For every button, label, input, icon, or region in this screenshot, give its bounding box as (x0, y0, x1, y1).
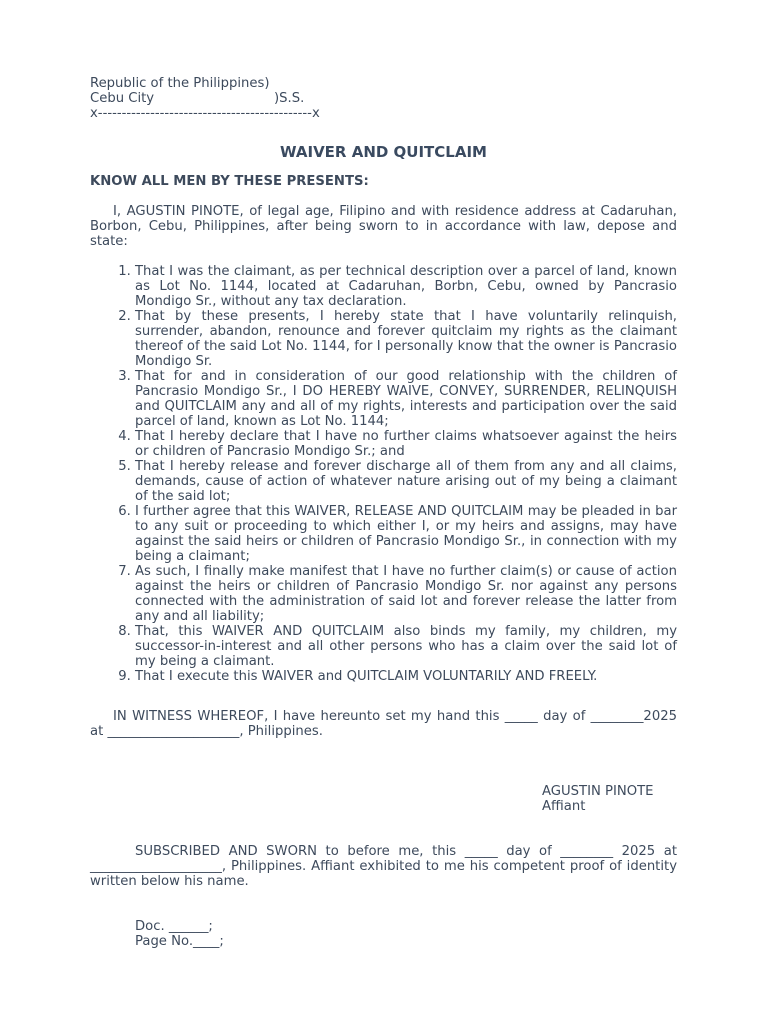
venue-ss: )S.S. (274, 91, 305, 106)
clause-item: 9. That I execute this WAIVER and QUITCLAIM VOLUNTARILY AND FREELY. (135, 669, 677, 684)
signature-block (542, 784, 677, 814)
clause-list (90, 264, 677, 684)
document-page (90, 76, 677, 949)
venue-block (90, 76, 677, 121)
affiant-role: Affiant (542, 799, 586, 814)
venue-line-city (90, 91, 677, 106)
intro-paragraph: I, AGUSTIN PINOTE, of legal age, Filipino and with residence address at Cadaruhan, Borbon, Cebu, Philippines, after being sworn to in accordance with law, depose and state: (90, 204, 677, 249)
document-reference (135, 919, 677, 949)
witness-paragraph: IN WITNESS WHEREOF, I have hereunto set my hand this _____ day of ________2025 at ____________________, Philippines. (90, 709, 677, 739)
doc-number: Doc. ______; (135, 919, 213, 934)
page-number: Page No.____; (135, 934, 224, 949)
clause-item: 3. That for and in consideration of our good relationship with the children of Pancrasio Mondigo Sr., I DO HEREBY WAIVE, CONVEY, SURRENDER, RELINQUISH and QUITCLAIM any and all of my rights, interests and participation over the said parcel of land, known as Lot No. 1144; (135, 369, 677, 429)
venue-city: Cebu City (90, 91, 155, 106)
affiant-name: AGUSTIN PINOTE (542, 784, 654, 799)
clause-item: 2. That by these presents, I hereby state that I have voluntarily relinquish, surrender, abandon, renounce and forever quitclaim my rights as the claimant thereof of the said Lot No. 1144, for I personally know that the owner is Pancrasio Mondigo Sr. (135, 309, 677, 369)
clause-item: 6. I further agree that this WAIVER, RELEASE AND QUITCLAIM may be pleaded in bar to any suit or proceeding to which either I, or my heirs and assigns, may have against the said heirs or children of Pancrasio Mondigo Sr., in connection with my being a claimant; (135, 504, 677, 564)
clause-item: 7. As such, I finally make manifest that I have no further claim(s) or cause of action against the heirs or children of Pancrasio Mondigo Sr. nor against any persons connected with the administration of said lot and forever release the latter from any and all liability; (135, 564, 677, 624)
clause-item: 1. That I was the claimant, as per technical description over a parcel of land, known as Lot No. 1144, located at Cadaruhan, Borbn, Cebu, owned by Pancrasio Mondigo Sr., without any tax declaration. (135, 264, 677, 309)
clause-item: 5. That I hereby release and forever discharge all of them from any and all claims, demands, cause of action of whatever nature arising out of my being a claimant of the said lot; (135, 459, 677, 504)
subscribed-paragraph: SUBSCRIBED AND SWORN to before me, this _____ day of ________ 2025 at ____________________, Philippines. Affiant exhibited to me his competent proof of identity written below his name. (90, 844, 677, 889)
document-title: WAIVER AND QUITCLAIM (280, 143, 487, 161)
clause-item: 8. That, this WAIVER AND QUITCLAIM also binds my family, my children, my successor-in-interest and all other persons who has a claim over the said lot of my being a claimant. (135, 624, 677, 669)
clause-item: 4. That I hereby declare that I have no further claims whatsoever against the heirs or children of Pancrasio Mondigo Sr.; and (135, 429, 677, 459)
venue-line-republic: Republic of the Philippines) (90, 76, 270, 91)
know-all-men-heading: KNOW ALL MEN BY THESE PRESENTS: (90, 174, 369, 189)
venue-separator: x---------------------------------------------x (90, 106, 320, 121)
